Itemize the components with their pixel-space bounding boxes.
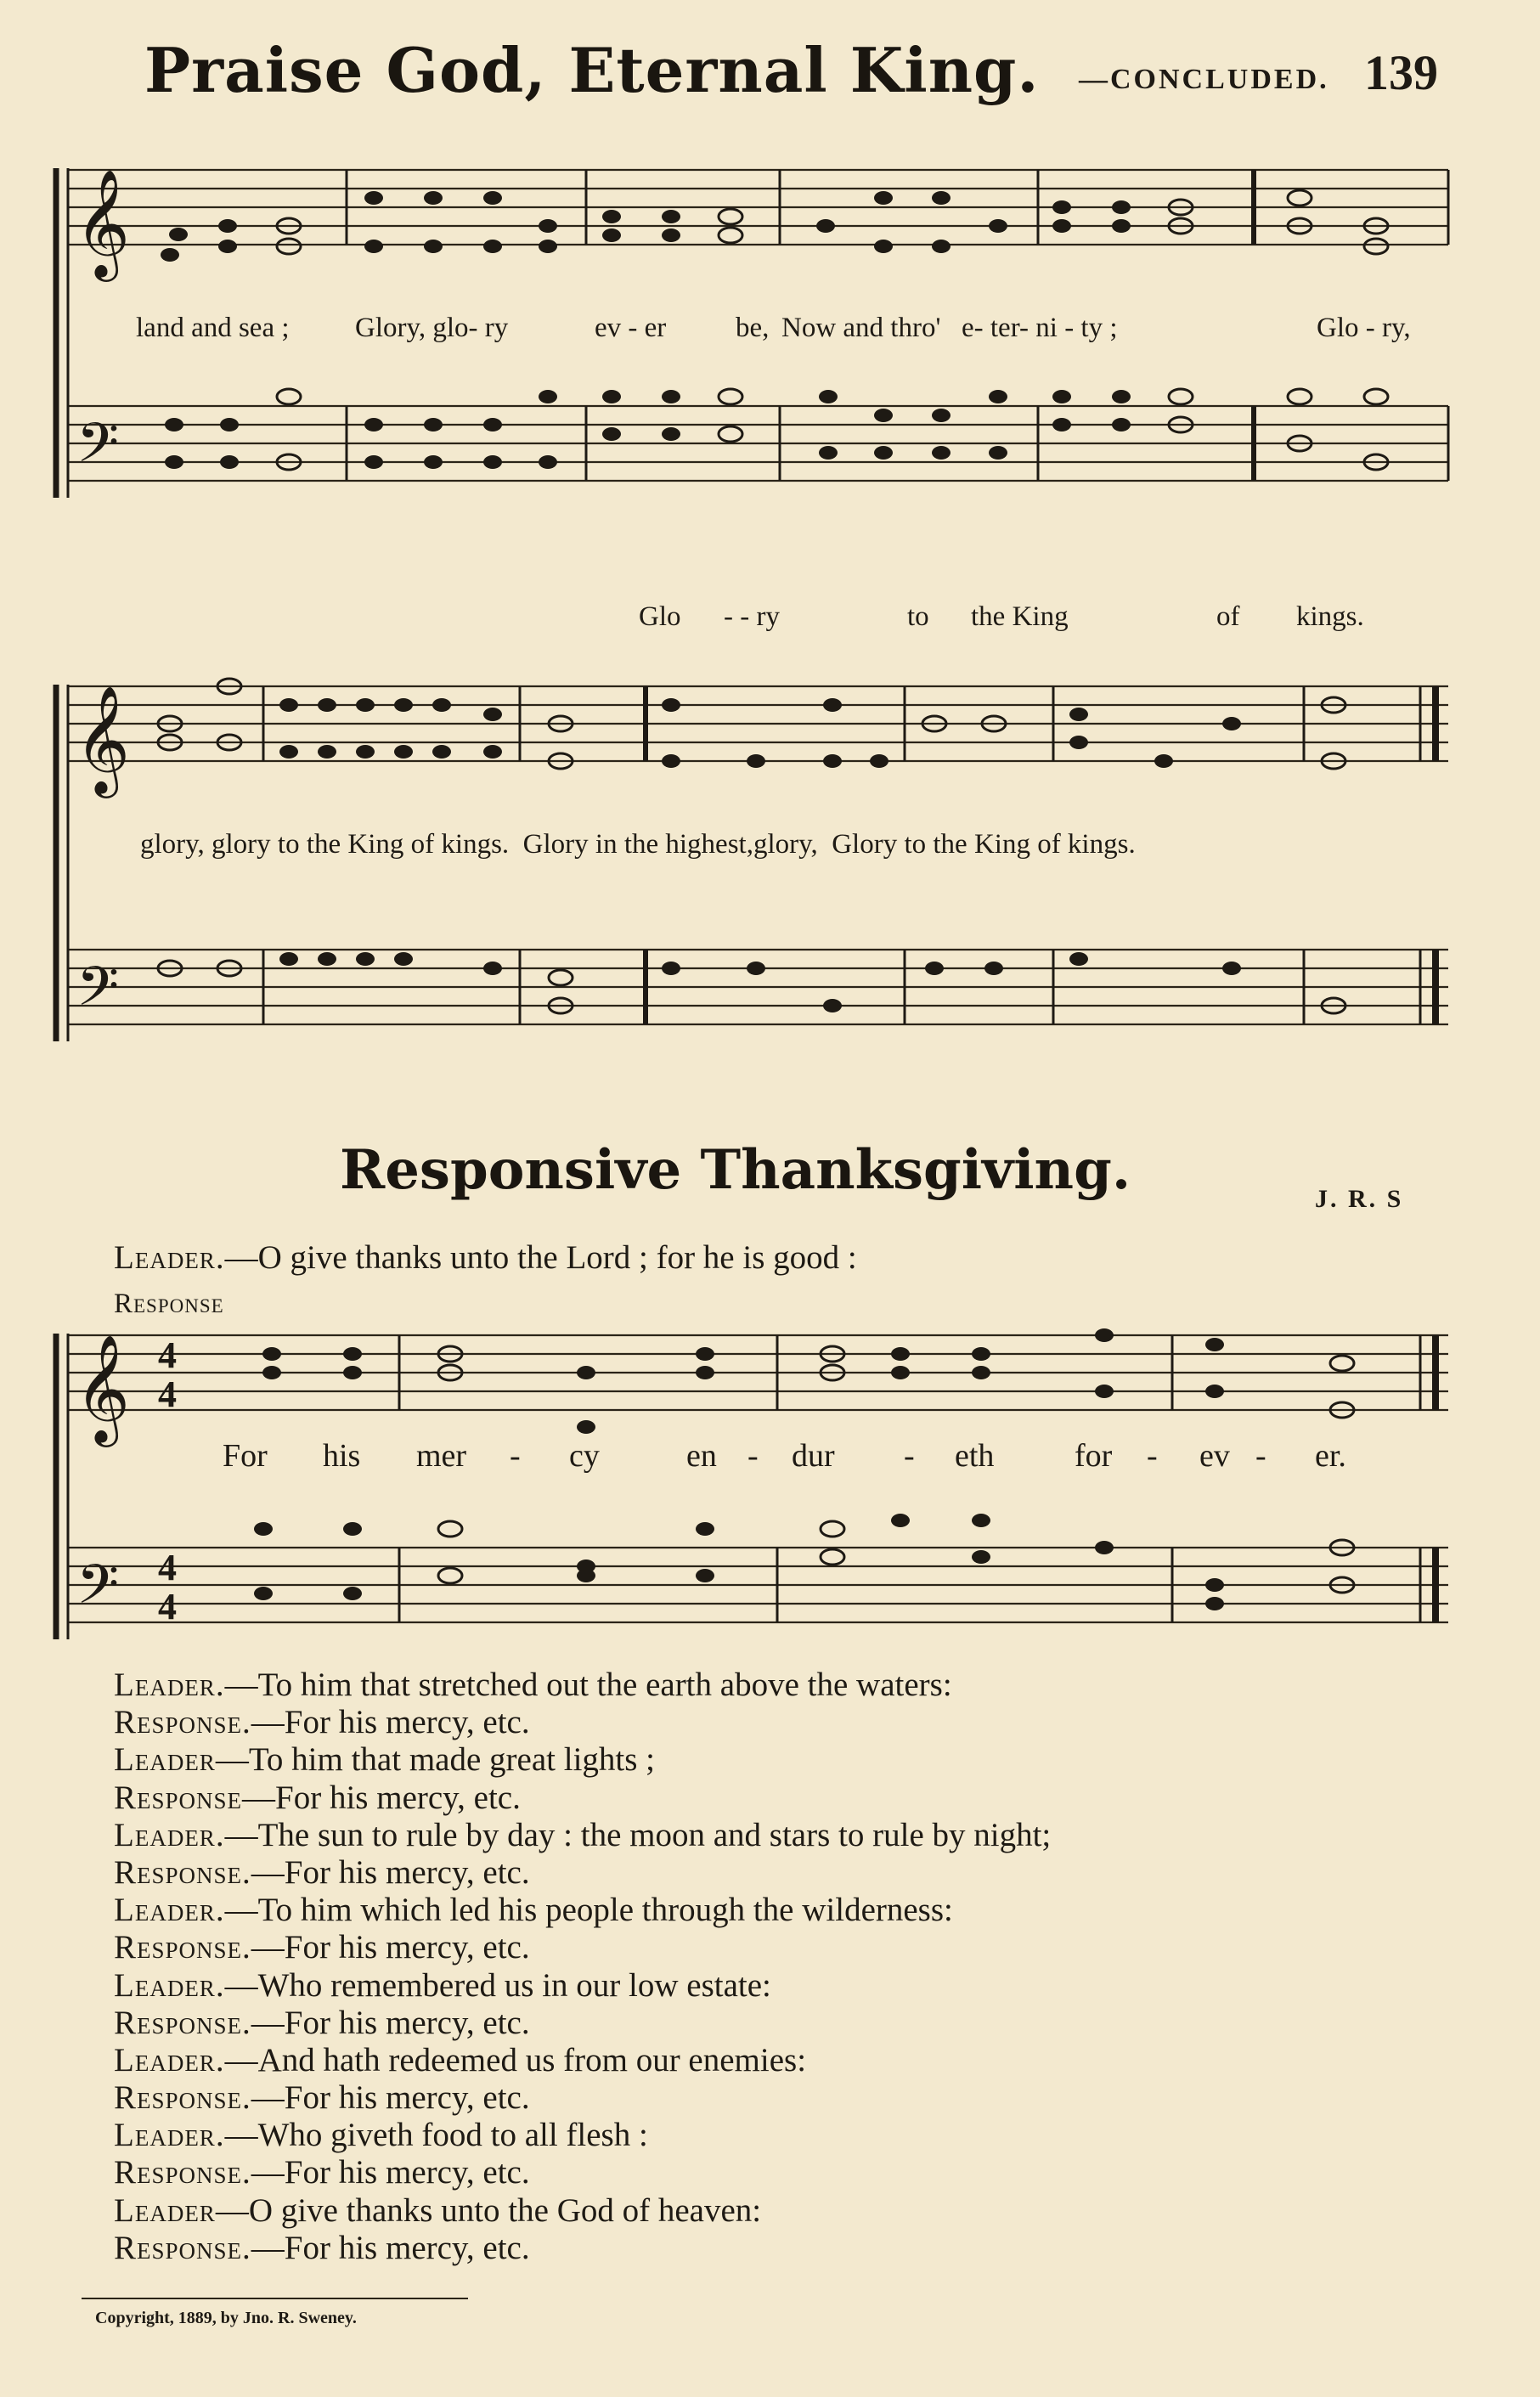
line-label: Leader. xyxy=(114,1966,225,2004)
line-label: Leader xyxy=(114,1741,216,1779)
reading-line xyxy=(114,1817,1473,1854)
lyric-row1-seg1: land and sea ; xyxy=(136,313,290,343)
reading-line xyxy=(114,1667,1473,1704)
line-label: Response. xyxy=(114,2154,251,2191)
reading-line xyxy=(114,2079,1473,2117)
line-text: —For his mercy, etc. xyxy=(251,1929,530,1966)
reading-line xyxy=(114,1854,1473,1892)
response-label: Response xyxy=(114,1289,224,1319)
page-number: 139 xyxy=(1364,45,1438,100)
line-label: Response xyxy=(114,1779,243,1816)
line-label: Response. xyxy=(114,1853,251,1891)
response-word: for xyxy=(1075,1438,1113,1474)
time-signature xyxy=(158,1334,177,1627)
response-word: ev xyxy=(1199,1438,1230,1474)
lyric-row2-top-seg5: of xyxy=(1216,601,1240,632)
line-label: Leader xyxy=(114,2191,216,2229)
response-word: - xyxy=(1255,1438,1266,1474)
leader-intro-label: Leader. xyxy=(114,1239,225,1276)
reading-line xyxy=(114,1892,1473,1929)
treble-clef-icon: 𝄞 xyxy=(75,1334,131,1442)
bass-clef-icon: 𝄢 xyxy=(76,1554,120,1630)
reading-line xyxy=(114,1967,1473,2005)
line-label: Response. xyxy=(114,2004,251,2041)
concluded-label: —CONCLUDED. xyxy=(1079,64,1329,95)
svg-text:4: 4 xyxy=(158,1586,177,1627)
reading-line xyxy=(114,2042,1473,2079)
response-word: - xyxy=(747,1438,759,1474)
svg-text:4: 4 xyxy=(158,1334,177,1376)
reading-line xyxy=(114,2230,1473,2267)
line-label: Leader. xyxy=(114,1816,225,1853)
responsive-reading xyxy=(114,1667,1473,2267)
line-text: —For his mercy, etc. xyxy=(251,1704,530,1741)
line-text: —To him which led his people through the wilderness: xyxy=(224,1892,953,1929)
bass-clef-icon: 𝄢 xyxy=(76,956,120,1032)
line-label: Response. xyxy=(114,2079,251,2117)
line-text: —For his mercy, etc. xyxy=(251,1853,530,1891)
lyric-row1-seg3: ev - er xyxy=(595,313,667,343)
lyric-row2-top-seg3: to xyxy=(907,601,929,632)
treble-clef-icon: 𝄞 xyxy=(75,685,131,793)
line-label: Leader. xyxy=(114,1892,225,1929)
lyric-row2: glory, glory to the King of kings. Glory in the highest,glory, Glory to the King of kings. xyxy=(140,829,1136,860)
lyric-row1-seg5: Now and thro' xyxy=(781,313,941,343)
line-text: —Who remembered us in our low estate: xyxy=(224,1966,771,2004)
response-word: - xyxy=(510,1438,521,1474)
line-label: Response. xyxy=(114,1704,251,1741)
lyric-row1-seg2: Glory, glo- ry xyxy=(355,313,509,343)
svg-text:4: 4 xyxy=(158,1373,177,1415)
response-word: er. xyxy=(1315,1438,1346,1474)
line-label: Leader. xyxy=(114,2117,225,2154)
lyric-row2-top-seg2: - - ry xyxy=(724,601,780,632)
system-2-bass-staff xyxy=(68,950,1448,1024)
leader-intro xyxy=(114,1238,857,1277)
response-word: For xyxy=(223,1438,268,1474)
line-text: —To him that stretched out the earth above the waters: xyxy=(224,1667,952,1703)
response-bass-staff xyxy=(68,1548,1448,1622)
line-text: —For his mercy, etc. xyxy=(251,2079,530,2117)
section-title: Responsive Thanksgiving. xyxy=(340,1138,1131,1202)
lyric-row1-seg4: be, xyxy=(736,313,770,343)
line-label: Leader. xyxy=(114,1667,225,1703)
reading-line xyxy=(114,1779,1473,1817)
lyric-row1-seg7: Glo - ry, xyxy=(1317,313,1411,343)
response-word: dur xyxy=(792,1438,835,1474)
response-word: eth xyxy=(955,1438,995,1474)
reading-line xyxy=(114,1704,1473,1741)
response-word: - xyxy=(904,1438,915,1474)
system-1-treble-staff xyxy=(68,170,1448,245)
reading-line xyxy=(114,2192,1473,2230)
reading-line xyxy=(114,1929,1473,1966)
line-text: —For his mercy, etc. xyxy=(251,2229,530,2266)
response-word: en xyxy=(686,1438,717,1474)
response-word: - xyxy=(1147,1438,1158,1474)
system-1-bass-staff xyxy=(68,406,1448,481)
system-1-notes xyxy=(161,190,1388,470)
line-text: —Who giveth food to all flesh : xyxy=(224,2117,648,2154)
bass-clef-icon: 𝄢 xyxy=(76,412,120,488)
reading-line xyxy=(114,2117,1473,2154)
response-word: his xyxy=(323,1438,361,1474)
reading-line xyxy=(114,1741,1473,1779)
lyric-row2-top-seg1: Glo xyxy=(639,601,681,632)
svg-text:4: 4 xyxy=(158,1547,177,1588)
copyright-divider xyxy=(82,2298,468,2299)
line-text: —To him that made great lights ; xyxy=(215,1741,655,1779)
leader-intro-text: —O give thanks unto the Lord ; for he is good : xyxy=(224,1239,857,1276)
treble-clef-icon: 𝄞 xyxy=(75,168,131,277)
line-text: —For his mercy, etc. xyxy=(242,1779,521,1816)
hymn-title: Praise God, Eternal King. xyxy=(144,34,1040,106)
lyric-row2-top-seg6: kings. xyxy=(1296,601,1364,632)
line-text: —The sun to rule by day : the moon and stars to rule by night; xyxy=(224,1816,1052,1853)
copyright-notice: Copyright, 1889, by Jno. R. Sweney. xyxy=(95,2309,357,2327)
line-text: —O give thanks unto the God of heaven: xyxy=(215,2191,762,2229)
reading-line xyxy=(114,2005,1473,2042)
response-word: cy xyxy=(569,1438,600,1474)
lyric-row1-seg6: e- ter- ni - ty ; xyxy=(962,313,1118,343)
section-author: J. R. S xyxy=(1315,1185,1404,1213)
line-label: Response. xyxy=(114,1929,251,1966)
response-word: mer xyxy=(416,1438,467,1474)
line-text: —For his mercy, etc. xyxy=(251,2154,530,2191)
line-label: Leader. xyxy=(114,2041,225,2078)
lyric-row2-top-seg4: the King xyxy=(971,601,1069,632)
system-2-treble-staff xyxy=(68,686,1448,761)
reading-line xyxy=(114,2154,1473,2191)
line-text: —And hath redeemed us from our enemies: xyxy=(224,2041,807,2078)
line-label: Response. xyxy=(114,2229,251,2266)
line-text: —For his mercy, etc. xyxy=(251,2004,530,2041)
